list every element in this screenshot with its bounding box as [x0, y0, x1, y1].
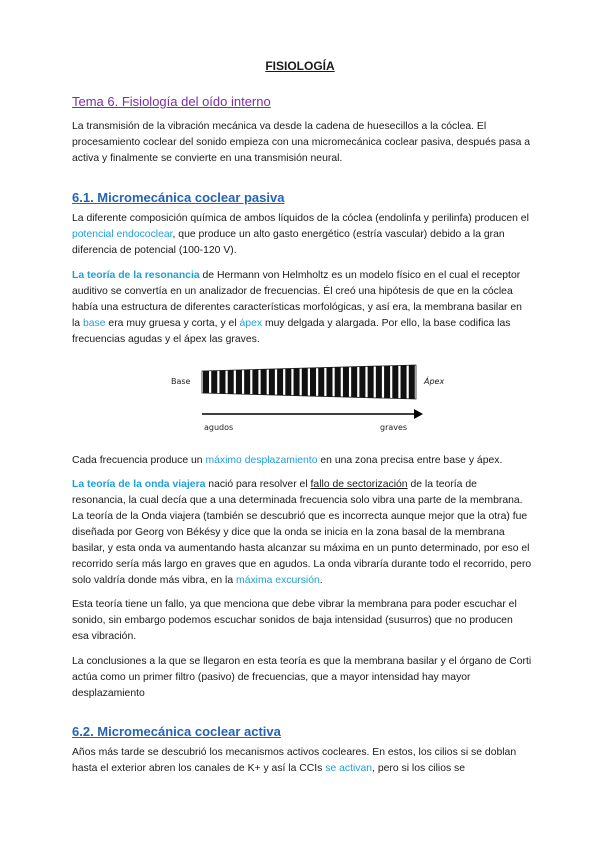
membrane-bar: [384, 366, 390, 398]
membrane-bar: [269, 369, 275, 395]
membrane-bar: [261, 369, 267, 394]
membrane-bar: [335, 367, 341, 397]
tema-heading: Tema 6. Fisiología del oído interno: [72, 94, 271, 109]
diagram-label-agudos: agudos: [204, 423, 234, 432]
membrane-bar: [236, 370, 242, 394]
membrane-bar: [359, 367, 365, 398]
membrane-bar: [277, 369, 283, 395]
membrane-bar: [326, 367, 332, 396]
membrane-bar: [302, 368, 308, 396]
membrane-svg: [168, 362, 468, 438]
membrane-bar: [351, 367, 357, 398]
membrane-bar: [343, 367, 349, 397]
membrane-bar: [401, 365, 407, 398]
paragraph-activa: Años más tarde se descubrió los mecanismos activos cocleares. En estos, los cilios si se doblan hasta el exterior abren los canales de K+ y así la CCIs se activan, pero si los cilios se: [72, 747, 517, 774]
membrane-bars: [202, 365, 416, 399]
diagram-label-apex: Ápex: [424, 377, 445, 386]
membrane-bar: [211, 371, 217, 394]
term-base: base: [82, 318, 106, 329]
membrane-bar: [392, 366, 398, 399]
membrane-bar: [310, 368, 316, 396]
membrane-bar: [244, 370, 250, 395]
paragraph-fallo: Esta teoría tiene un fallo, ya que menciona que debe vibrar la membrana para poder escuchar el sonido, sin embargo podemos escuchar sonidos de baja intensidad (susurros) que no producen esa vibración.: [72, 599, 517, 642]
paragraph-conclusiones: La conclusiones a la que se llegaron en esta teoría es que la membrana basilar y el órgano de Corti actúa como un primer filtro (pasivo) de frecuencias, que a mayor intensidad hay mayor desplazamiento: [72, 656, 532, 699]
diagram-label-graves: graves: [380, 423, 408, 432]
membrane-bar: [294, 368, 300, 395]
membrane-bar: [376, 366, 382, 398]
document-title: FISIOLOGÍA: [265, 59, 335, 73]
term-maximo-desplazamiento: máximo desplazamiento: [205, 455, 318, 466]
paragraph-resonancia: La teoría de la resonancia de Hermann von Helmholtz es un modelo físico en el cual el receptor auditivo se convertía en un analizador de frecuencias. Él creó una hipótesis de que en la cóclea había una estructura de diferentes características morfológicas, y así era, la membrana basilar en la base era muy gruesa y corta, y el ápex muy delgada y alargada. Por ello, la base codifica las frecuencias agudas y el ápex las graves.: [72, 270, 522, 345]
membrane-bar: [368, 366, 374, 397]
membrane-outline: [202, 365, 416, 399]
section-heading-6-1: 6.1. Micromecánica coclear pasiva: [72, 190, 285, 205]
term-apex: ápex: [239, 318, 263, 329]
term-se-activan: se activan: [325, 763, 373, 774]
membrane-bar: [409, 365, 415, 399]
membrane-bar: [285, 369, 291, 396]
term-maxima-excursion: máxima excursión: [236, 575, 320, 586]
membrane-bar: [228, 370, 234, 394]
paragraph-potencial: La diferente composición química de ambos líquidos de la cóclea (endolinfa y perilinfa) producen el potencial endococlear, que produce un alto gasto energético (estría vascular) debido a la gran diferencia de potencial (100-120 V).: [72, 213, 529, 256]
paragraph-onda-viajera: La teoría de la onda viajera nació para resolver el fallo de sectorización de la teoría de resonancia, la cual decía que a una determinada frecuencia solo vibra una parte de la membrana. La teoría de la Onda viajera (también se descubrió que es incorrecta aunque mejor que la otra) fue diseñada por Georg von Békésy y dice que la onda se inicia en la zona basal de la membrana basilar, y esta onda va aumentando hasta alcanzar su máxima en un punto determinado, por eso el recorrido sería más largo en graves que en agudos. La onda vibraría durante todo el recorrido, pero solo valdría donde más vibra, en la máxima excursión.: [72, 479, 532, 586]
term-fallo-sectorizacion: fallo de sectorización: [310, 479, 408, 490]
arrow-head: [414, 409, 423, 419]
term-teoria-resonancia: La teoría de la resonancia: [72, 270, 200, 281]
membrane-bar: [203, 371, 209, 393]
term-teoria-onda-viajera: La teoría de la onda viajera: [72, 479, 206, 490]
section-heading-6-2: 6.2. Micromecánica coclear activa: [72, 724, 281, 739]
diagram-label-base: Base: [171, 377, 191, 386]
paragraph-maximo: Cada frecuencia produce un máximo desplazamiento en una zona precisa entre base y ápex.: [72, 455, 503, 466]
membrane-bar: [252, 370, 258, 395]
basilar-membrane-diagram: [168, 362, 468, 438]
membrane-bar: [219, 370, 225, 393]
intro-paragraph: La transmisión de la vibración mecánica va desde la cadena de huesecillos a la cóclea. El procesamiento coclear del sonido empieza con una micromecánica coclear pasiva, después pasa a activa y finalmente se convierte en una transmisión neural.: [72, 121, 531, 164]
term-potencial-endococlear: potencial endococlear: [72, 229, 173, 240]
membrane-bar: [318, 368, 324, 397]
